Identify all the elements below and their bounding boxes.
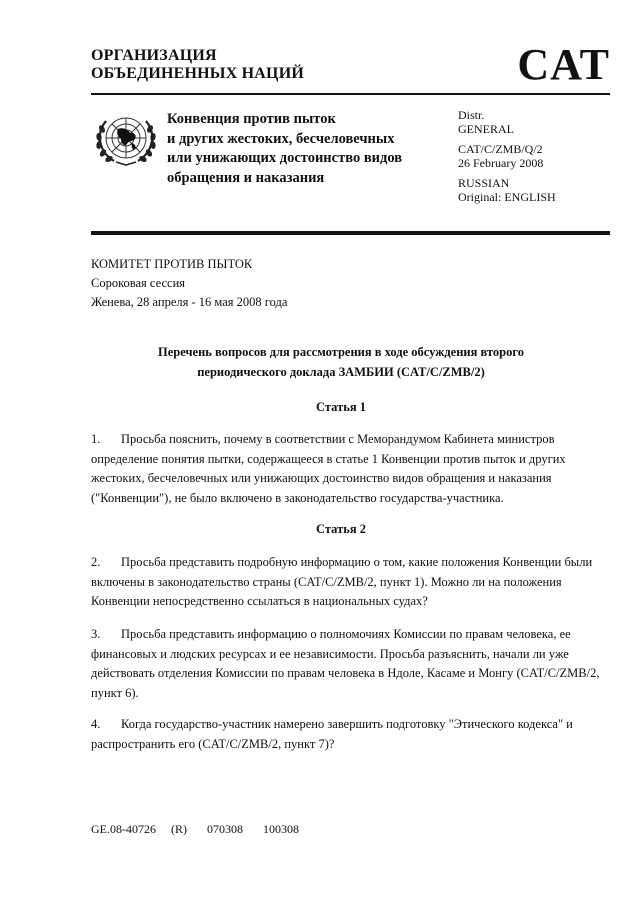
un-emblem-icon [94, 107, 158, 169]
article-2-heading: Статья 2 [316, 522, 366, 536]
document-date: 26 February 2008 [458, 155, 544, 170]
distr-label: Distr. [458, 108, 485, 122]
symbol-date-group [458, 143, 556, 170]
convention-title-line: и других жестоких, бесчеловечных [167, 130, 395, 147]
distribution-block [458, 109, 556, 211]
convention-title-line: или унижающих достоинство видов [167, 150, 403, 166]
original-language: Original: ENGLISH [458, 189, 556, 204]
article-1-heading: Статья 1 [316, 400, 366, 414]
paragraph-3 [91, 625, 611, 703]
paragraph-text: Просьба представить информацию о полномочиях Комиссии по правам человека, ее финансовых и людских ресурсах и ее независимости. Просьба разъяснить, начали ли уже действовать отделения Комиссии по правам человека в Ндоле, Касаме и Монгу (CAT/C/ZMB/2, пункт 6). [91, 627, 600, 700]
document-symbol: CAT/C/ZMB/Q/2 [458, 142, 543, 156]
org-name-line2: ОБЪЕДИНЕННЫХ НАЦИЙ [91, 65, 304, 82]
document-language: RUSSIAN [458, 176, 510, 190]
distribution-group [458, 109, 556, 136]
language-group [458, 177, 556, 204]
document-heading-line: Перечень вопросов для рассмотрения в ходе обсуждения второго [158, 345, 524, 359]
convention-title-line: обращения и наказания [167, 169, 325, 186]
job-number-footer: GE.08-40726 (R) 070308 100308 [91, 822, 299, 836]
document-heading-line: периодического доклада ЗАМБИИ (CAT/C/ZMB/2) [197, 364, 485, 379]
paragraph-text: Просьба пояснить, почему в соответствии с Меморандумом Кабинета министров определение понятия пытки, содержащееся в статье 1 Конвенции против пыток и других жестоких, бесчеловечных или унижающих достоинство видов обращения и наказания ("Конвенции"), не было включено в законодательство государства-участника. [91, 432, 566, 505]
committee-info [91, 255, 287, 312]
organization-name [91, 47, 304, 83]
paragraph-number: 1. [91, 432, 101, 446]
paragraph-number: 2. [91, 555, 101, 569]
document-heading [91, 343, 591, 382]
convention-title [167, 110, 437, 188]
paragraph-2 [91, 553, 611, 612]
committee-location-dates: Женева, 28 апреля - 16 мая 2008 года [91, 295, 288, 309]
convention-title-line: Конвенция против пыток [167, 111, 336, 127]
header-rule-bottom [91, 231, 610, 235]
committee-name: КОМИТЕТ ПРОТИВ ПЫТОК [91, 257, 253, 271]
distr-value: GENERAL [458, 121, 514, 136]
committee-session: Сороковая сессия [91, 276, 186, 290]
paragraph-text: Просьба представить подробную информацию о том, какие положения Конвенции были включены в законодательство страны (CAT/C/ZMB/2, пункт 1). Можно ли на положения Конвенции непосредственно ссылаться в национальных судах? [91, 555, 593, 608]
paragraph-1 [91, 430, 611, 508]
document-series-symbol: CAT [517, 40, 610, 89]
paragraph-number: 3. [91, 627, 101, 641]
org-name-line1: ОРГАНИЗАЦИЯ [91, 47, 217, 64]
paragraph-number: 4. [91, 717, 101, 731]
header-rule-top [91, 93, 610, 95]
paragraph-text: Когда государство-участник намерено завершить подготовку "Этического кодекса" и распространить его (CAT/C/ZMB/2, пункт 7)? [91, 717, 573, 751]
paragraph-4 [91, 715, 611, 754]
